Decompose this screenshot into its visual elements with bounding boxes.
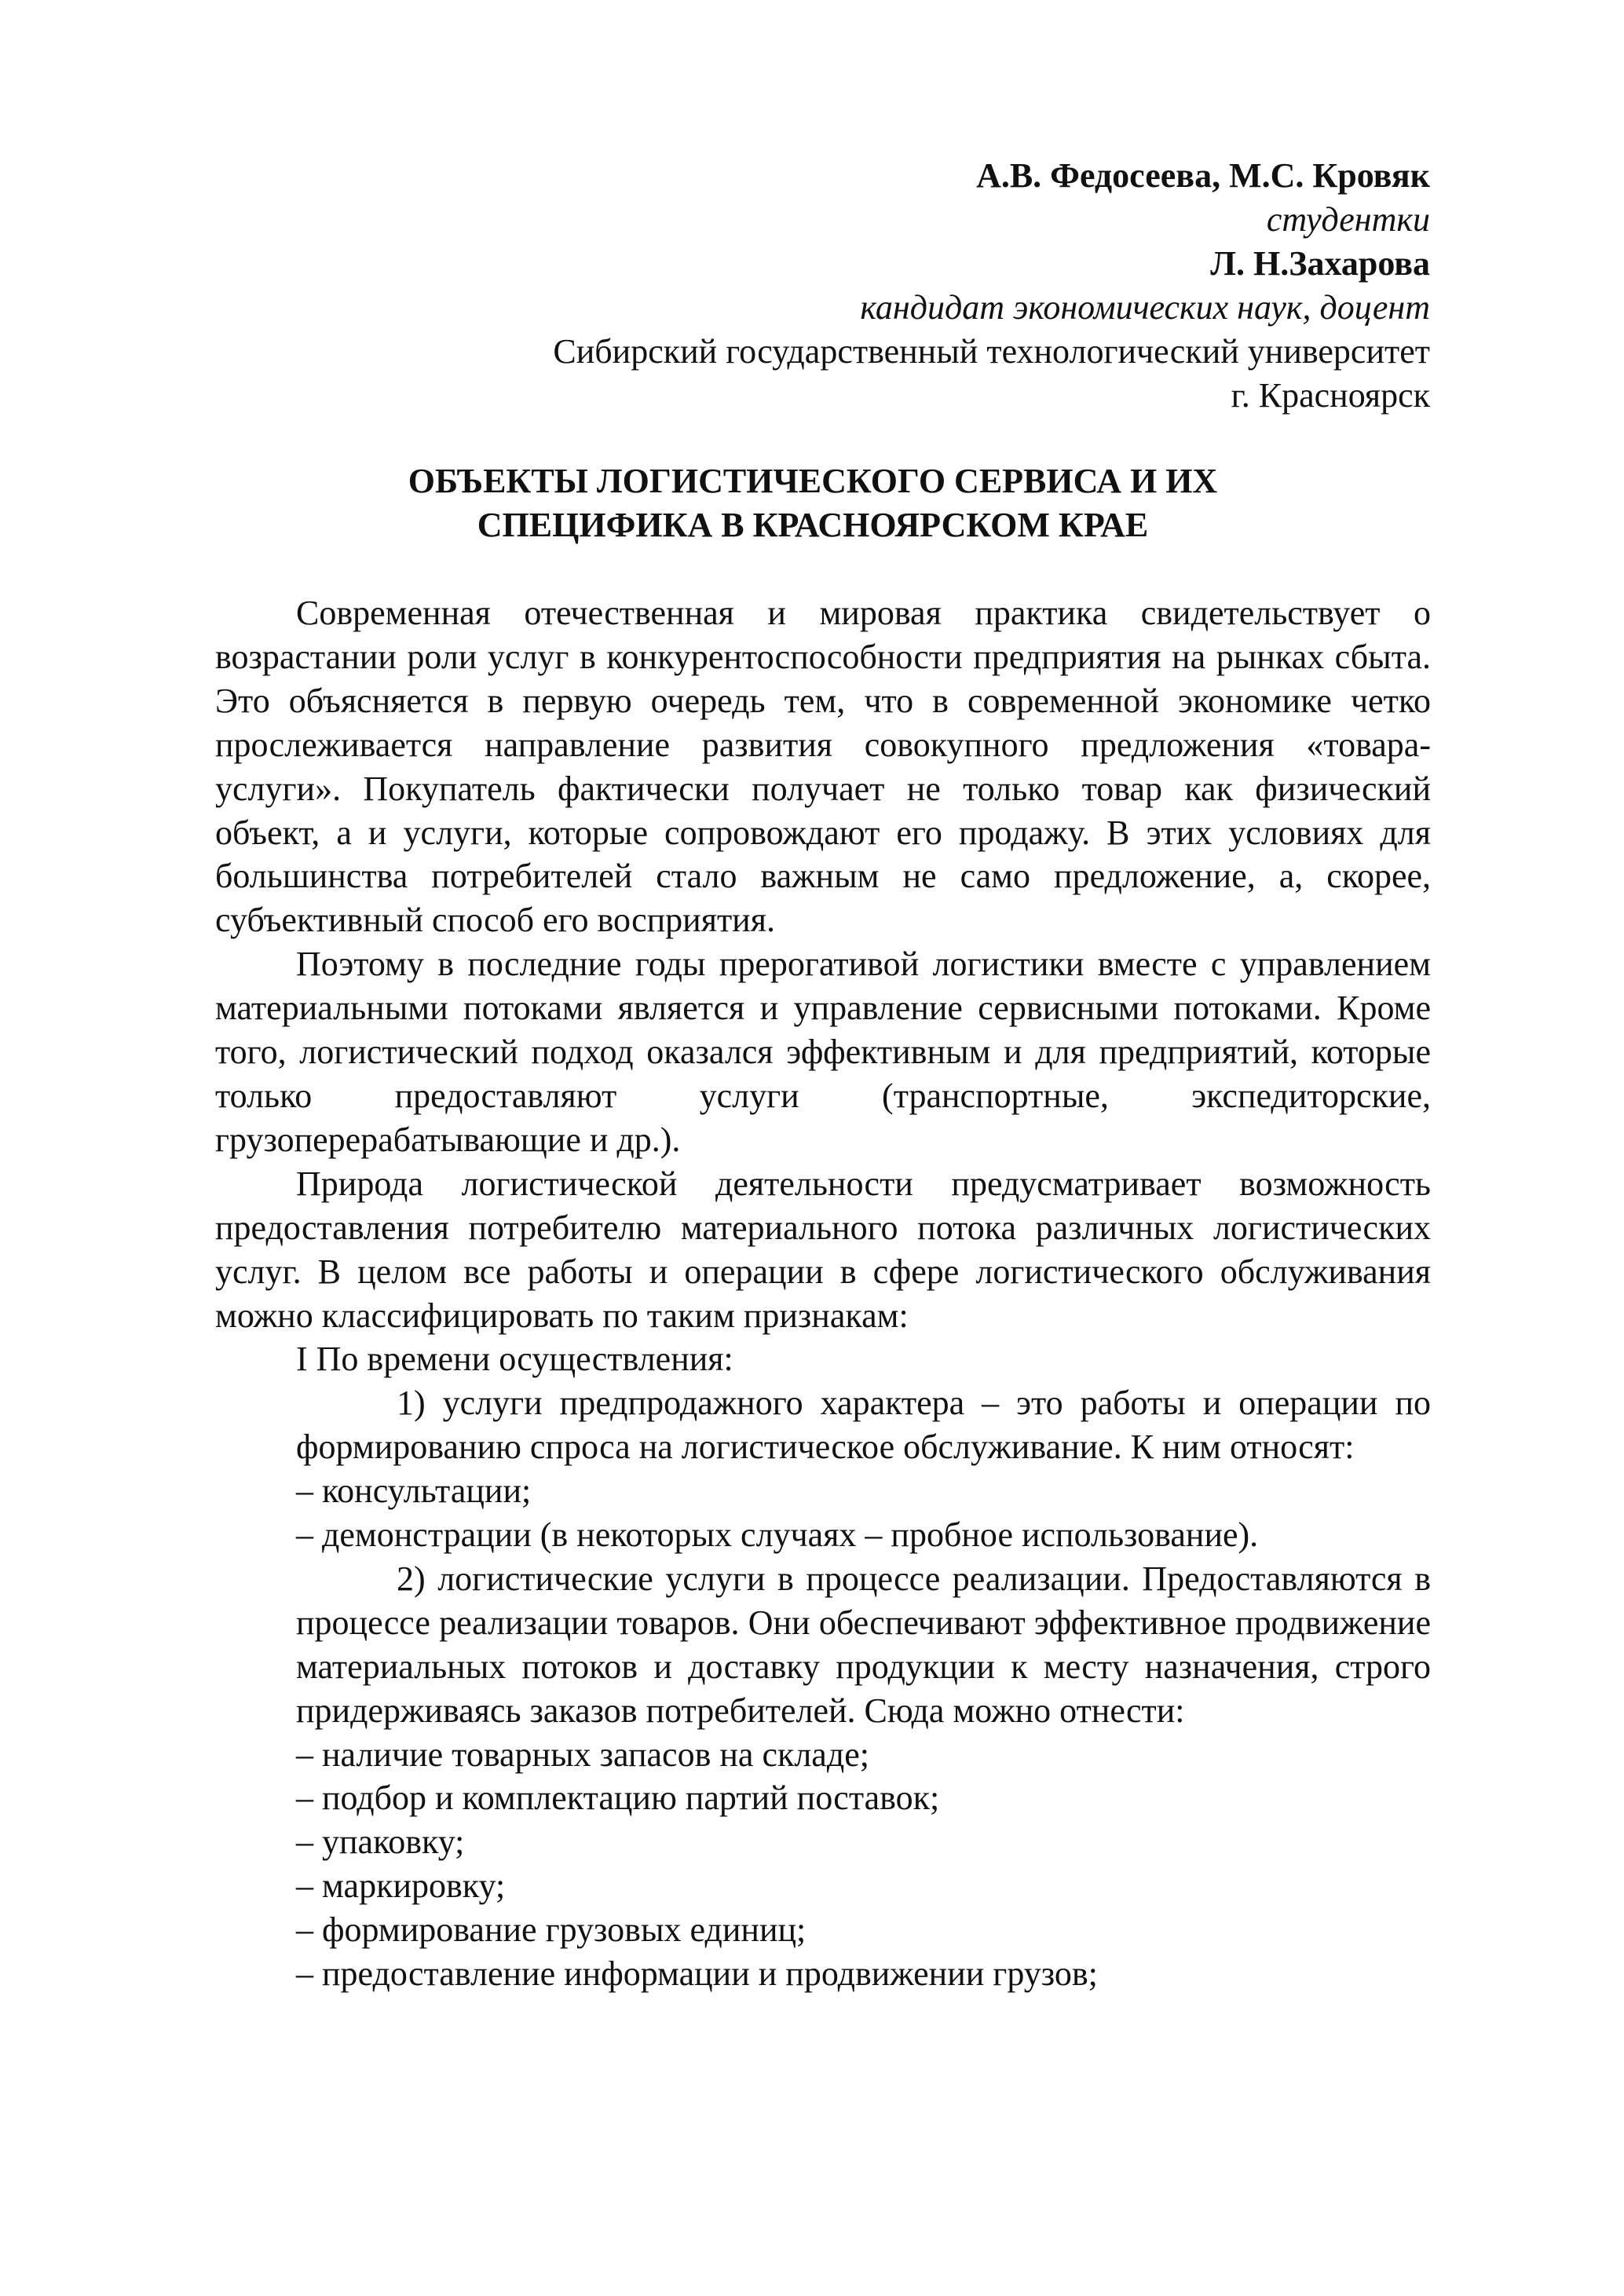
article-title-line-1: ОБЪЕКТЫ ЛОГИСТИЧЕСКОГО СЕРВИСА И ИХ	[408, 462, 1218, 500]
list-item-2: 2) логистические услуги в процессе реализации. Предоставляются в процессе реализации товаров. Они обеспечивают эффективное продвижение материальных потоков и доставку продукции к месту назначения, строго придерживаясь заказов потребителей. Сюда можно отнести:	[296, 1559, 1431, 1730]
university-name: Сибирский государственный технологический университет	[553, 332, 1430, 371]
city-name: г. Красноярск	[1231, 376, 1430, 415]
list-item-2-bullet: – формирование грузовых единиц;	[296, 1910, 807, 1950]
article-body	[215, 591, 1431, 1996]
list-item-2-bullet: – подбор и комплектацию партий поставок;	[296, 1779, 940, 1818]
list-item-2-bullet: – маркировку;	[296, 1866, 506, 1906]
list-item-2-bullet: – упаковку;	[296, 1823, 465, 1862]
article-title-line-2: СПЕЦИФИКА В КРАСНОЯРСКОМ КРАЕ	[477, 506, 1149, 544]
authors-names: А.В. Федосеева, М.С. Кровяк	[976, 156, 1430, 195]
author-block	[252, 154, 1430, 418]
authors-role: студентки	[1266, 200, 1430, 239]
list-item-1-bullet: – консультации;	[296, 1472, 532, 1511]
supervisor-name: Л. Н.Захарова	[1210, 244, 1430, 283]
list-item-1-bullet: – демонстрации (в некоторых случаях – пробное использование).	[296, 1515, 1259, 1555]
paragraph-1: Современная отечественная и мировая практика свидетельствует о возрастании роли услуг в конкурентоспособности предприятия на рынках сбыта. Это объясняется в первую очередь тем, что в современной экономике четко прослеживается направление развития совокупного предложения «товара-услуги». Покупатель фактически получает не только товар как физический объект, а и услуги, которые сопровождают его продажу. В этих условиях для большинства потребителей стало важным не само предложение, а, скорее, субъективный способ его восприятия.	[215, 594, 1431, 940]
list-item-2-bullet: – предоставление информации и продвижении грузов;	[296, 1954, 1098, 1994]
paragraph-2: Поэтому в последние годы прерогативой логистики вместе с управлением материальными потоками является и управление сервисными потоками. Кроме того, логистический подход оказался эффективным и для предприятий, которые только предоставляют услуги (транспортные, экспедиторские, грузоперерабатывающие и др.).	[215, 945, 1431, 1159]
section-heading-1: I По времени осуществления:	[296, 1340, 733, 1379]
list-item-2-bullet: – наличие товарных запасов на складе;	[296, 1735, 869, 1774]
list-item-1: 1) услуги предпродажного характера – это работы и операции по формированию спроса на логистическое обслуживание. К ним относят:	[296, 1384, 1431, 1467]
paragraph-3: Природа логистической деятельности предусматривает возможность предоставления потребителю материального потока различных логистических услуг. В целом все работы и операции в сфере логистического обслуживания можно классифицировать по таким признакам:	[215, 1164, 1431, 1335]
supervisor-role: кандидат экономических наук, доцент	[860, 288, 1430, 327]
